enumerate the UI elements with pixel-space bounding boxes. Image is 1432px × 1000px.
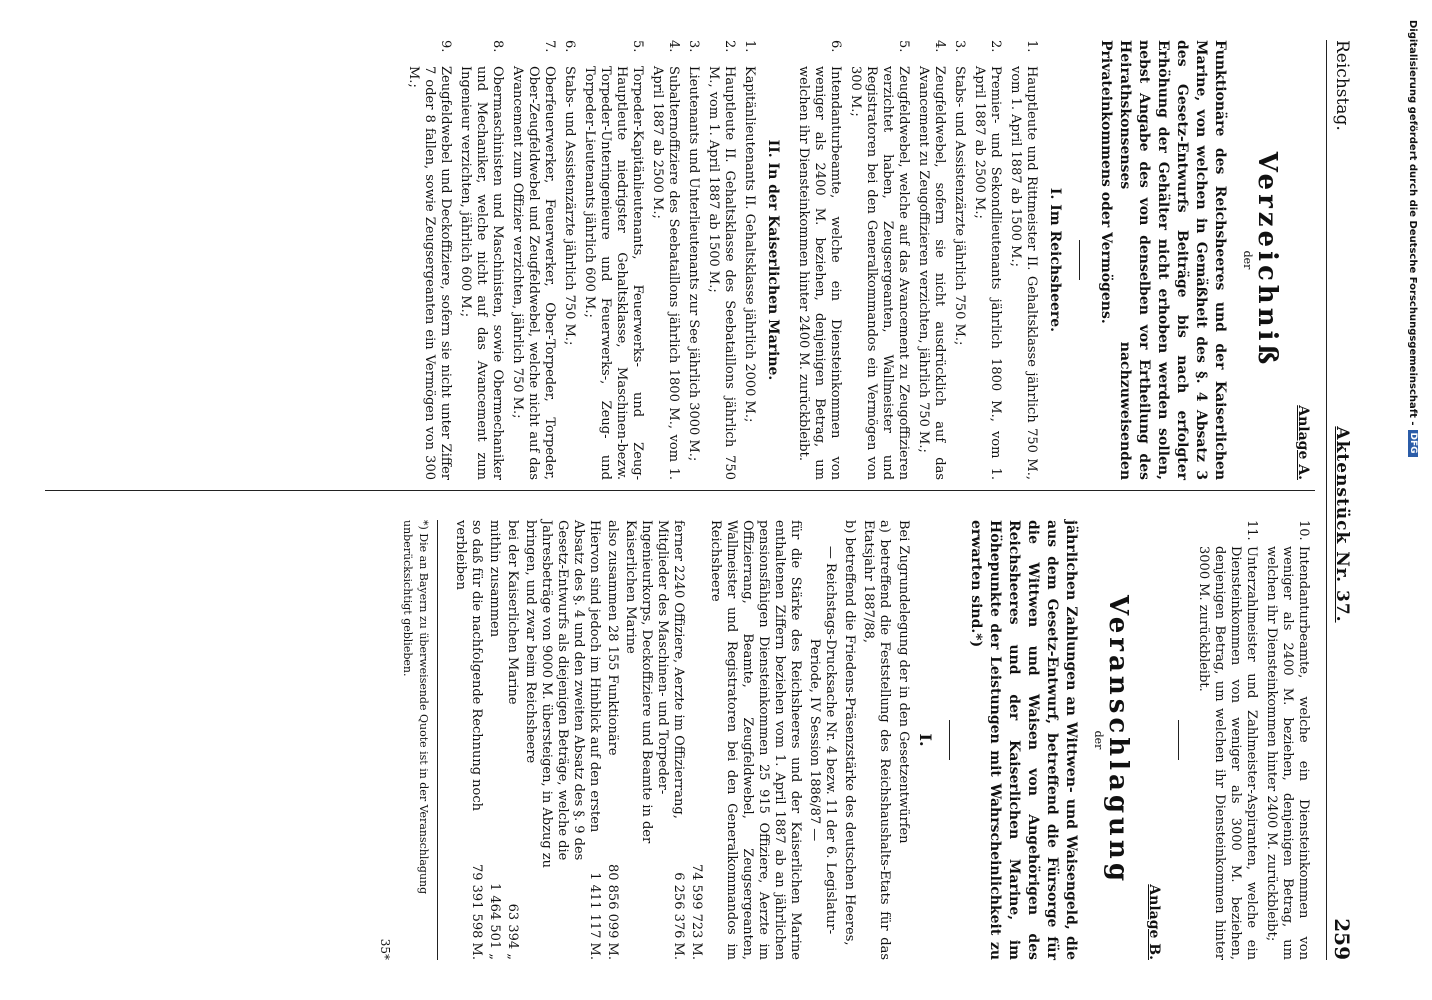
page-header	[1326, 40, 1357, 960]
section-heading: I. Im Reichsheere.	[1047, 187, 1063, 333]
header-center: Aktenstück Nr. 37.	[1332, 426, 1352, 623]
annex-a-title: Verzeichniß	[1252, 151, 1282, 369]
annex-a-label: Anlage A.	[1295, 405, 1311, 480]
footnote: *) Die an Bayern zu überweisende Quote ist in der Veranschlagung unberücksichtigt geblieben.	[399, 520, 438, 960]
list-navy	[405, 40, 757, 480]
list-item: 3. Stabs- und Assistenzärzte jährlich 750 M.;	[952, 40, 967, 346]
list-army	[795, 40, 1039, 480]
section-number: I.	[916, 733, 935, 747]
annex-b-label: Anlage B.	[1146, 884, 1162, 960]
calculation-table	[452, 520, 704, 960]
calc-row: 74 599 723 M.	[689, 863, 704, 960]
signature-mark: 35*	[378, 938, 392, 960]
list-item: 6. Stabs- und Assistenzärzte jährlich 750 M.;	[562, 40, 577, 346]
divider	[1178, 720, 1179, 760]
annex-b-title: Veranschlagung	[1103, 594, 1133, 886]
calc-row: so daß für die nachfolgende Rechnung noch verbleiben 79 391 598 M.	[453, 520, 484, 960]
paragraph: Bei Zugrundelegung der in den Gesetzentwürfen	[896, 520, 911, 844]
list-item: 1. Hauptleute und Rittmeister II. Gehaltsklasse jährlich 750 M., vom 1. April 1887 ab 1500 M.;	[1008, 40, 1039, 480]
left-column	[401, 40, 1315, 480]
list-item: 11. Unterzahlmeister und Zahlmeister-Aspiranten, welche ein Diensteinkommen von weniger als 3000 M. beziehen, denjenigen Betrag, um welchen ihr Diensteinkommen hinter 3000 M. zurückbleibt.	[1196, 520, 1259, 960]
annex-a-der: der	[1241, 250, 1254, 270]
paragraph: — Reichstags-Drucksache Nr. 4 bezw. 11 der 6. Legislatur-Periode, IV Session 1886/87 —	[807, 545, 838, 935]
list-item: 4. Zeugfeldwebel, sofern sie nicht ausdrücklich auf das Avancement zu Zeugoffizieren verzichten, jährlich 750 M.;	[916, 40, 947, 480]
calc-row: bei der Kaiserlichen Marine 63 394 „	[505, 520, 520, 960]
calc-row: mithin zusammen 1 464 501 „	[487, 520, 502, 960]
header-left: Reichstag.	[1332, 40, 1352, 131]
divider	[1079, 240, 1080, 280]
section-heading: II. In der Kaiserlichen Marine.	[765, 139, 781, 381]
annex-b-der: der	[1092, 730, 1105, 750]
paragraph: a) betreffend die Feststellung des Reichshaushalts-Etats für das Etatsjahr 1887/88,	[861, 520, 892, 960]
list-item: 3. Lieutenants und Unterlieutenants zur See jährlich 3000 M.;	[686, 40, 701, 462]
list-item: 5. Torpeder-Kapitänlieutenants, Feuerwerks- und Zeug-Hauptleute niedrigster Gehaltsklasse, Maschinen-bezw. Torpeder-Unteringenieure und Feuerwerks-, Zeug- und Torpeder-Lieutenants jährlich 600 M.;	[582, 40, 645, 480]
list-item: 7. Oberfeuerwerker, Feuerwerker, Ober-Torpeder, Torpeder, Ober-Zeugfeldwebel und Zeugfeldwebel, welche nicht auf das Avancement zum Offizier verzichten, jährlich 750 M.;	[510, 40, 557, 480]
page-number: 259	[1330, 918, 1354, 960]
list-item: 2. Premier- und Sekondlieutenants jährlich 1800 M., vom 1. April 1887 ab 2500 M.;	[972, 40, 1003, 480]
paragraph: für die Stärke des Reichsheeres und der Kaiserlichen Marine enthaltenen Ziffern beziehen vom 1. April 1887 ab an jährlichen pensionsfähigen Diensteinkommen 25 915 Offiziere, Aerzte im Offizierrang, Beamte, Zeugfeldwebel, Zeugsergeanten, Wallmeister und Registratoren bei den Generalkommandos im Reichsheere	[708, 520, 803, 960]
digitization-text: Digitalisierung gefördert durch die Deutsche Forschungsgemeinschaft -	[1407, 20, 1419, 426]
list-item: 5. Zeugfeldwebel, welche auf das Avancement zu Zeugoffizieren verzichtet haben, Zeugsergeanten, Wallmeister und Registratoren bei den Generalkommandos ein Vermögen von 300 M.;	[848, 40, 911, 480]
list-item: 8. Obermaschinisten und Maschinisten, sowie Obermechaniker und Mechaniker, welche nicht auf das Avancement zum Ingenieur verzichten, jährlich 600 M.;	[458, 40, 505, 480]
digitization-note	[1398, 20, 1428, 980]
list-item: 6. Intendanturbeamte, welche ein Diensteinkommen von weniger als 2400 M. beziehen, denjenigen Betrag, um welchen ihr Diensteinkommen hinter 2400 M. zurückbleibt.	[796, 40, 843, 480]
list-item: 2. Hauptleute II. Gehaltsklasse des Seebataillons jährlich 750 M., vom 1. April 1887 ab 1500 M.;	[706, 40, 737, 480]
dfg-badge: DFG	[1408, 430, 1418, 457]
calc-row: Hiervon sind jedoch im Hinblick auf den ersten Absatz des §. 4 und den zweiten Absatz des §. 9 des Gesetz-Entwurfs als diejenigen Beträge, welche die Jahresbeträge von 9000 M. übersteigen, in Abzug zu bringen, und zwar beim Reichsheere 1 411 117 M.	[523, 520, 602, 960]
list-item: 10. Intendanturbeamte, welche ein Diensteinkommen von weniger als 2400 M. beziehen, denjenigen Betrag, um welchen ihr Diensteinkommen hinter 2400 M. zurückbleibt;	[1264, 520, 1311, 960]
column-divider	[45, 490, 1315, 491]
paragraph: b) betreffend die Friedens-Präsenzstärke des deutschen Heeres,	[842, 520, 857, 946]
right-column	[377, 520, 1315, 960]
annex-a-lead: Funktionäre des Reichsheeres und der Kaiserlichen Marine, von welchen in Gemäßheit des §. 4 Absatz 3 des Gesetz-Entwurfs Beiträge bis nach erfolgter Erhöhung der Gehälter nicht erhoben werden sollen, nebst Angabe des von denselben vor Ertheilung des Heirathskonsenses nachzuweisenden Privateinkommens oder Vermögens.	[1098, 40, 1228, 480]
annex-b-lead: jährlichen Zahlungen an Wittwen- und Waisengeld, die aus dem Gesetz-Entwurf, betreffend die Fürsorge für die Wittwen und Waisen von Angehörigen des Reichsheeres und der Kaiserlichen Marine, im Höhepunkte der Leistungen mit Wahrscheinlichkeit zu erwarten sind.*)	[968, 520, 1079, 960]
divider	[949, 720, 950, 760]
calc-row: also zusammen 28 155 Funktionäre 80 856 099 M.	[605, 520, 620, 960]
list-item: 9. Zeugfeldwebel und Deckoffiziere, sofern sie nicht unter Ziffer 7 oder 8 fallen, sowie Zeugsergeanten ein Vermögen von 300 M.;	[406, 40, 453, 480]
list-item: 4. Subalternoffiziere des Seebataillons jährlich 1800 M., vom 1. April 1887 ab 2500 M.;	[650, 40, 681, 480]
list-item: 1. Kapitänlieutenants II. Gehaltsklasse jährlich 2000 M.;	[742, 40, 757, 423]
calc-row: ferner 2240 Offiziere, Aerzte im Offizierrang, Mitglieder des Maschinen- und Torpeder-Ingenieurkorps, Deckoffiziere und Beamte in der Kaiserlichen Marine 6 256 376 M.	[623, 520, 686, 960]
